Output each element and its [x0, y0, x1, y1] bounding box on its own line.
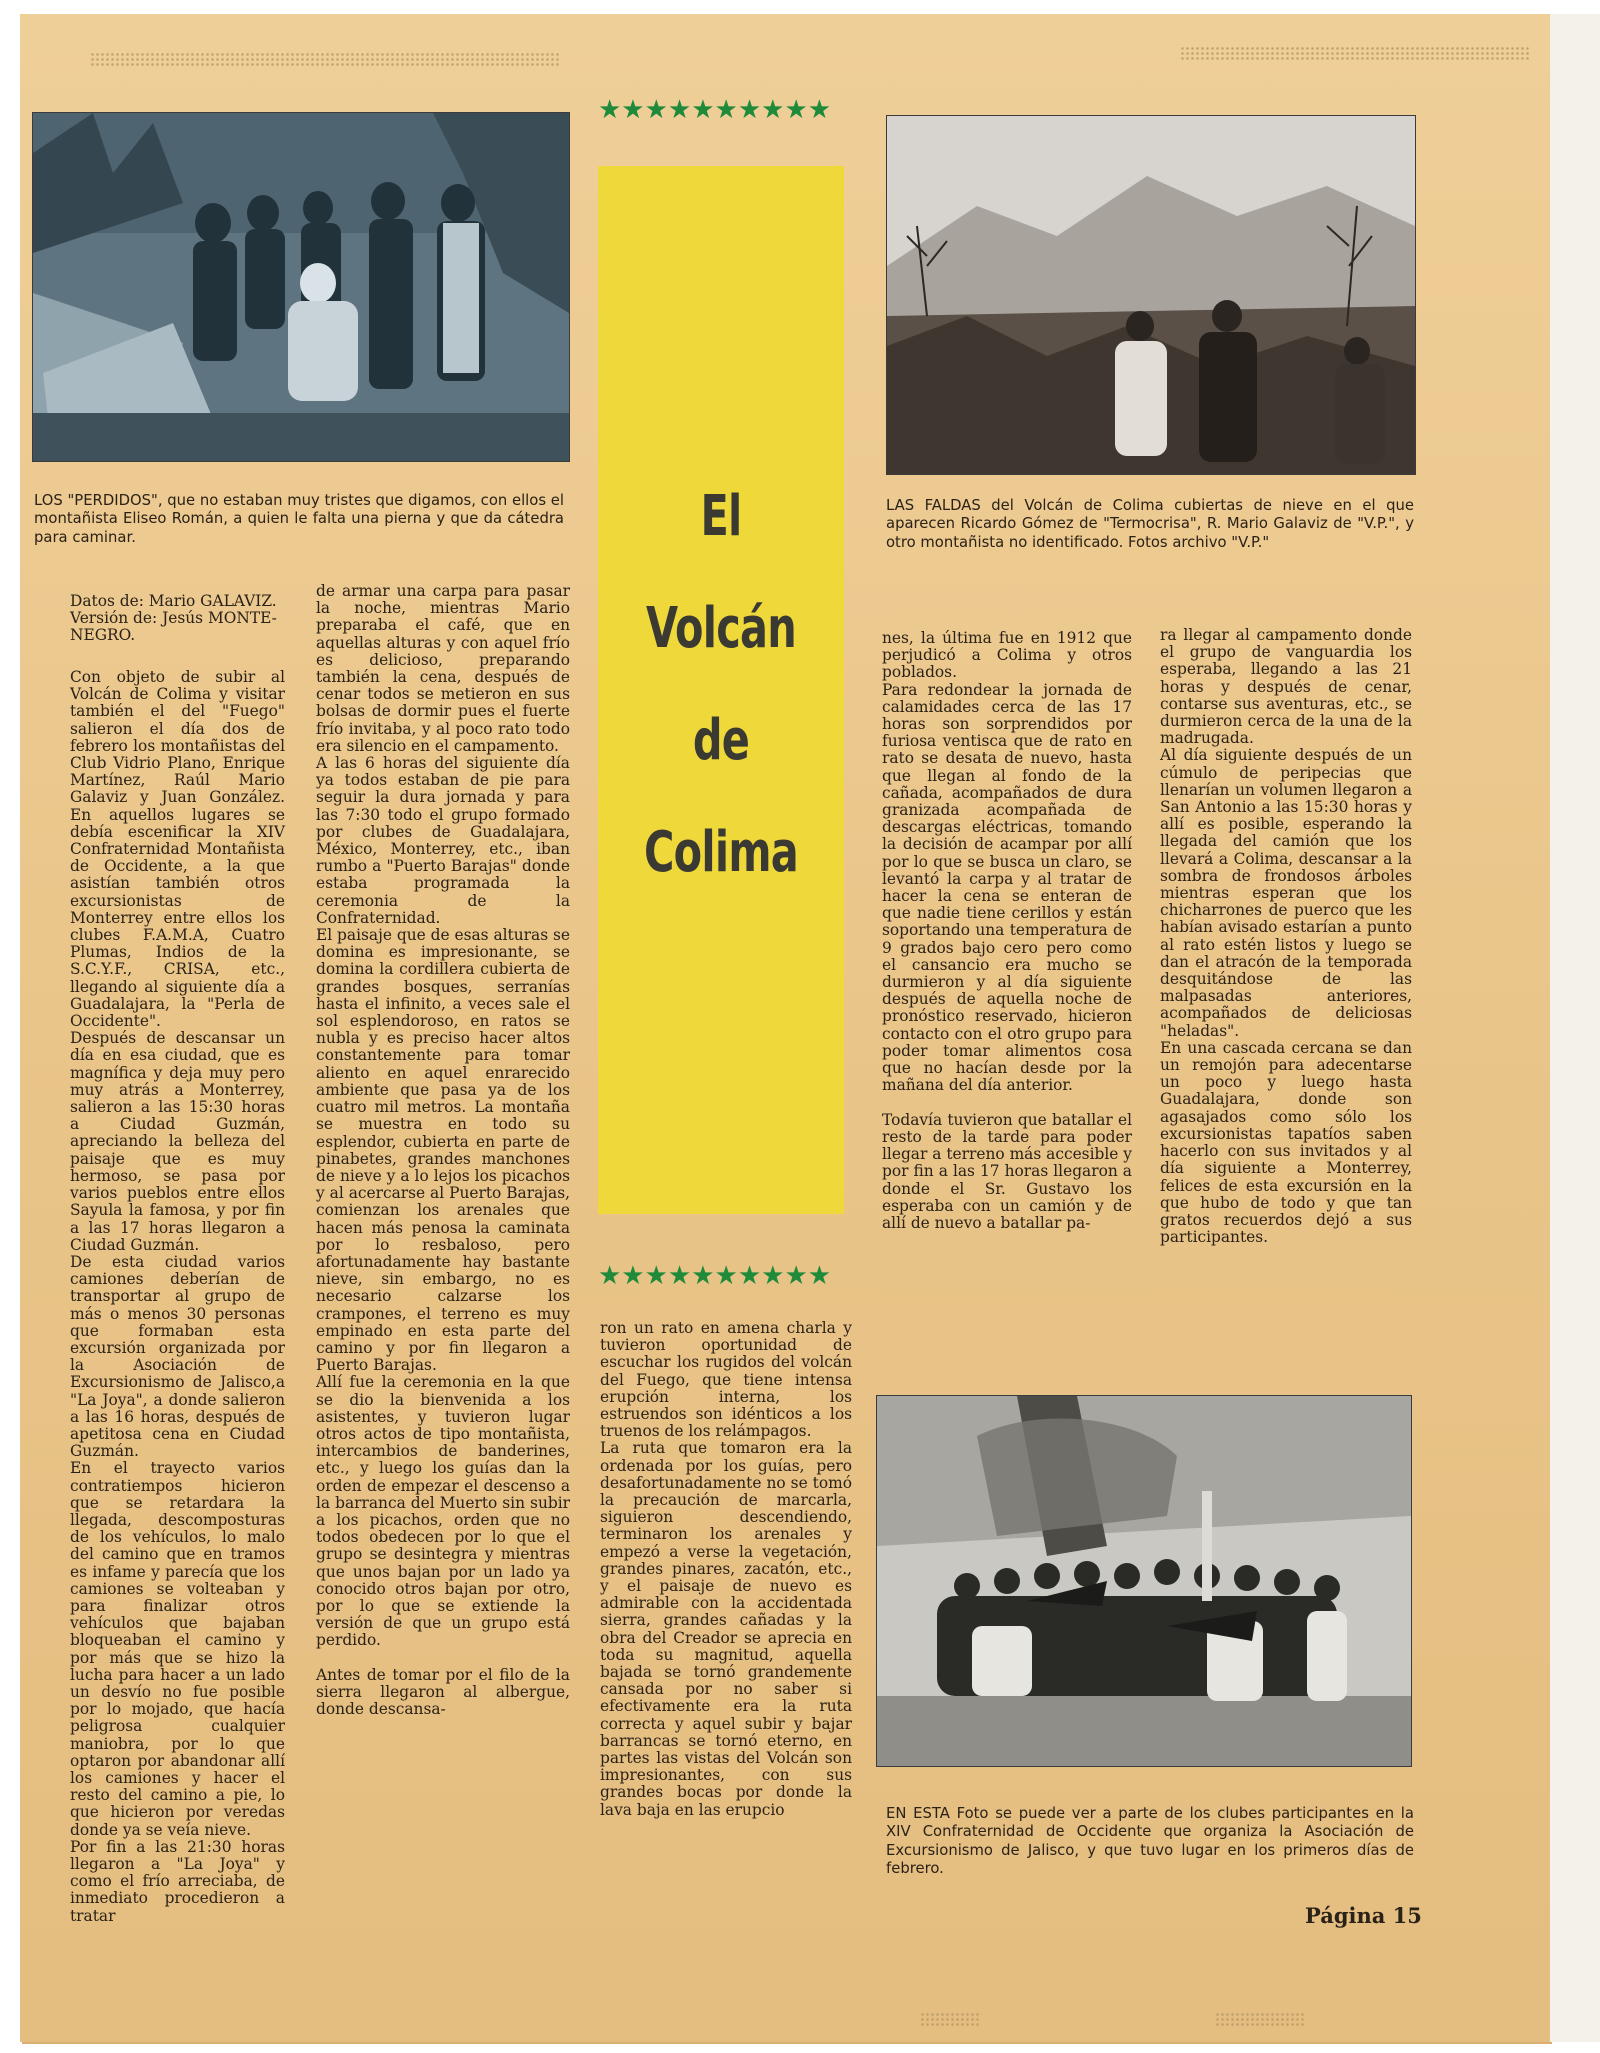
- article-column-5: ra llegar al campamento donde el grupo de vanguardia los esperaba, llegando a las 21 horas y después de cenar, contarse sus aventuras, etc., se durmieron cerca de la una de la madrugada. Al día siguiente después de un cúmulo de peripecias que llenarían un volumen llegaron a San Antonio a las 15:30 horas y allí es posible, esperando la llegada del camión que los llevará a Colima, descansar a la sombra de frondosos árboles mientras esperan que los chicharrones de puerco que les habían avisado estarían a punto al rato estén listos y luego se dan el atracón de la temporada desquitándose de las malpasadas anteriores, acompañados de deliciosas "heladas". En una cascada cercana se dan un remojón para adecentarse un poco y luego hasta Guadalajara, donde son agasajados como sólo los excursionistas tapatíos saben hacerlo con sus invitados y al día siguiente a Monterrey, felices de esta excursión en la que hubo de todo y que tan gratos recuerdos dejó a sus participantes.: [1160, 626, 1412, 1247]
- title-line-4: Colima: [643, 820, 798, 885]
- scan-margin: [1550, 14, 1600, 2042]
- caption-perdidos: LOS "PERDIDOS", que no estaban muy tristes que digamos, con ellos el montañista Eliseo Román, a quien le falta una pierna y que da cátedra para caminar.: [34, 492, 564, 546]
- caption-faldas: [886, 497, 1414, 552]
- title-line-2: Volcán: [645, 596, 797, 661]
- article-column-3: ron un rato en amena charla y tuvieron oportunidad de escuchar los rugidos del volcán del Fuego, que tiene intensa erupción interna, los estruendos son idénticos a los truenos de los relámpagos. La ruta que tomaron era la ordenada por los guías, pero desafortunadamente no se tomó la precaución de marcarla, siguieron descendiendo, terminaron los arenales y empezó a verse la vegetación, grandes pinares, zacatón, etc., y el paisaje de nuevo es admirable con la accidentada sierra, grandes cañadas y la obra del Creador se aprecia en toda su magnitud, aquella bajada se tornó grandemente cansada por no saber si efectivamente era la ruta correcta y aquel subir y bajar barrancas se tornó eterno, en partes las vistas del Volcán son impresionantes, con sus grandes bocas por donde la lava baja en las erupcio: [600, 1319, 852, 1819]
- title-box: [598, 166, 844, 1214]
- print-noise-bottom-right: [1215, 2012, 1305, 2026]
- stars-top: ★★★★★★★★★★: [598, 95, 832, 125]
- photo-credit: Fotos archivo "V.P.": [1128, 533, 1270, 551]
- article-column-2: de armar una carpa para pasar la noche, mientras Mario preparaba el café, que en aquellas alturas y con aquel frío es delicioso, preparando también la cena, después de cenar todos se metieron en sus bolsas de dormir pues el fuerte frío invitaba, y al poco rato todo era silencio en el campamento. A las 6 horas del siguiente día ya todos estaban de pie para seguir la dura jornada y para las 7:30 todo el grupo formado por clubes de Guadalajara, México, Monterrey, etc., iban rumbo a "Puerto Barajas" donde estaba programada la ceremonia de la Confraternidad. El paisaje que de esas alturas se domina es impresionante, se domina la cordillera cubierta de grandes bosques, serranías hasta el infinito, a veces sale el sol esplendoroso, en ratos se nubla y es preciso hacer altos constantemente para tomar aliento en aquel enrarecido ambiente que pasa ya de los cuatro mil metros. La montaña se muestra en todo su esplendor, cubierta en parte de pinabetes, grandes manchones de nieve y a lo lejos los picachos y al acercarse al Puerto Barajas, comienzan los arenales que hacen más penosa la caminata por lo resbaloso, pero afortunadamente hay bastante nieve, sin embargo, no es necesario calzarse los crampones, el terreno es muy empinado en esta parte del camino y por fin llegaron a Puerto Barajas. Allí fue la ceremonia en la que se dio la bienvenida a los asistentes, y tuvieron lugar otros actos de tipo montañista, intercambios de banderines, etc., y luego los guías dan la orden de empezar el descenso a la barranca del Muerto sin subir a los picachos, orden que no todos obedecen por lo que el grupo se desintegra y mientras que unos bajan por un lado ya conocido otros bajan por otro, por lo que se extiende la versión de que un grupo está perdido. Antes de tomar por el filo de la sierra llegaron al albergue, donde descansa-: [316, 582, 570, 1719]
- title-line-3: de: [692, 708, 750, 773]
- caption-faldas-text: LAS FALDAS del Volcán de Colima cubiertas de nieve en el que aparecen Ricardo Gómez de "Termocrisa", R. Mario Galaviz de "V.P.", y otro montañista no identificado.: [886, 497, 1414, 551]
- caption-clubes: EN ESTA Foto se puede ver a parte de los clubes participantes en la XIV Confraternidad de Occidente que organiza la Asociación de Excursionismo de Jalisco, y que tuvo lugar en los primeros días de febrero.: [886, 1805, 1414, 1877]
- stars-bottom: ★★★★★★★★★★: [598, 1261, 832, 1291]
- title-line-1: El: [700, 484, 742, 549]
- photo-perdidos: [32, 112, 570, 462]
- article-column-1: Con objeto de subir al Volcán de Colima y visitar también el del "Fuego" salieron el día dos de febrero los montañistas del Club Vidrio Plano, Enrique Martínez, Raúl Mario Galaviz y Juan González. En aquellos lugares se debía escenificar la XIV Confraternidad Montañista de Occidente, a la que asistían también otros excursionistas de Monterrey entre ellos los clubes F.A.M.A, Cuatro Plumas, Indios de la S.C.Y.F., CRISA, etc., llegando al siguiente día a Guadalajara, la "Perla de Occidente". Después de descansar un día en esa ciudad, que es magnífica y deja muy pero muy atrás a Monterrey, salieron a las 15:30 horas a Ciudad Guzmán, apreciando la belleza del paisaje que es muy hermoso, se pasa por varios pueblos entre ellos Sayula la famosa, y por fin a las 17 horas llegaron a Ciudad Guzmán. De esta ciudad varios camiones deberían de transportar al grupo de más o menos 30 personas que formaban esta excursión organizada por la Asociación de Excursionismo de Jalisco,a "La Joya", a donde salieron a las 16 horas, después de apetitosa cena en Ciudad Guzmán. En el trayecto varios contratiempos hicieron que se retardara la llegada, descomposturas de los vehículos, lo malo del camino que en tramos es infame y parecía que los camiones se volteaban y para finalizar otros vehículos que bajaban bloqueaban el camino y por más que se hizo la lucha para hacer a un lado un desvío no fue posible por lo mojado, que hacía peligrosa cualquier maniobra, por lo que optaron por abandonar allí los camiones y hacer el resto del camino a pie, lo que hicieron por veredas donde ya se veía nieve. Por fin a las 21:30 horas llegaron a "La Joya" y como el frío arreciaba, de inmediato procedieron a tratar: [70, 668, 285, 1925]
- print-noise-top-right: [1180, 46, 1530, 60]
- photo-faldas: [886, 115, 1416, 475]
- byline: Datos de: Mario GALAVIZ. Versión de: Jesús MONTE- NEGRO.: [70, 592, 277, 645]
- page-number: Página 15: [1305, 1903, 1422, 1928]
- print-noise-bottom: [920, 2012, 980, 2026]
- photo-clubes: [876, 1395, 1412, 1767]
- print-noise-top-left: [90, 52, 560, 66]
- article-column-4: nes, la última fue en 1912 que perjudicó a Colima y otros poblados. Para redondear la jornada de calamidades cerca de las 17 horas son sorprendidos por furiosa ventisca que de rato en rato se desata de nuevo, hasta que llegan al fondo de la cañada, acompañados de dura granizada acompañada de descargas eléctricas, tomando la decisión de acampar por allí por lo que se busca un claro, se levantó la carpa y al tratar de hacer la cena se enteran de que nadie tiene cerillos y están soportando una temperatura de 9 grados bajo cero pero como el cansancio era mucho se durmieron y al día siguiente después de aquella noche de pronóstico reservado, hicieron contacto con el otro grupo para poder tomar alimentos cosa que no hacían desde por la mañana del día anterior. Todavía tuvieron que batallar el resto de la tarde para poder llegar a terreno más accesible y por fin a las 17 horas llegaron a donde el Sr. Gustavo los esperaba con un camión y de allí de nuevo a batallar pa-: [882, 629, 1132, 1232]
